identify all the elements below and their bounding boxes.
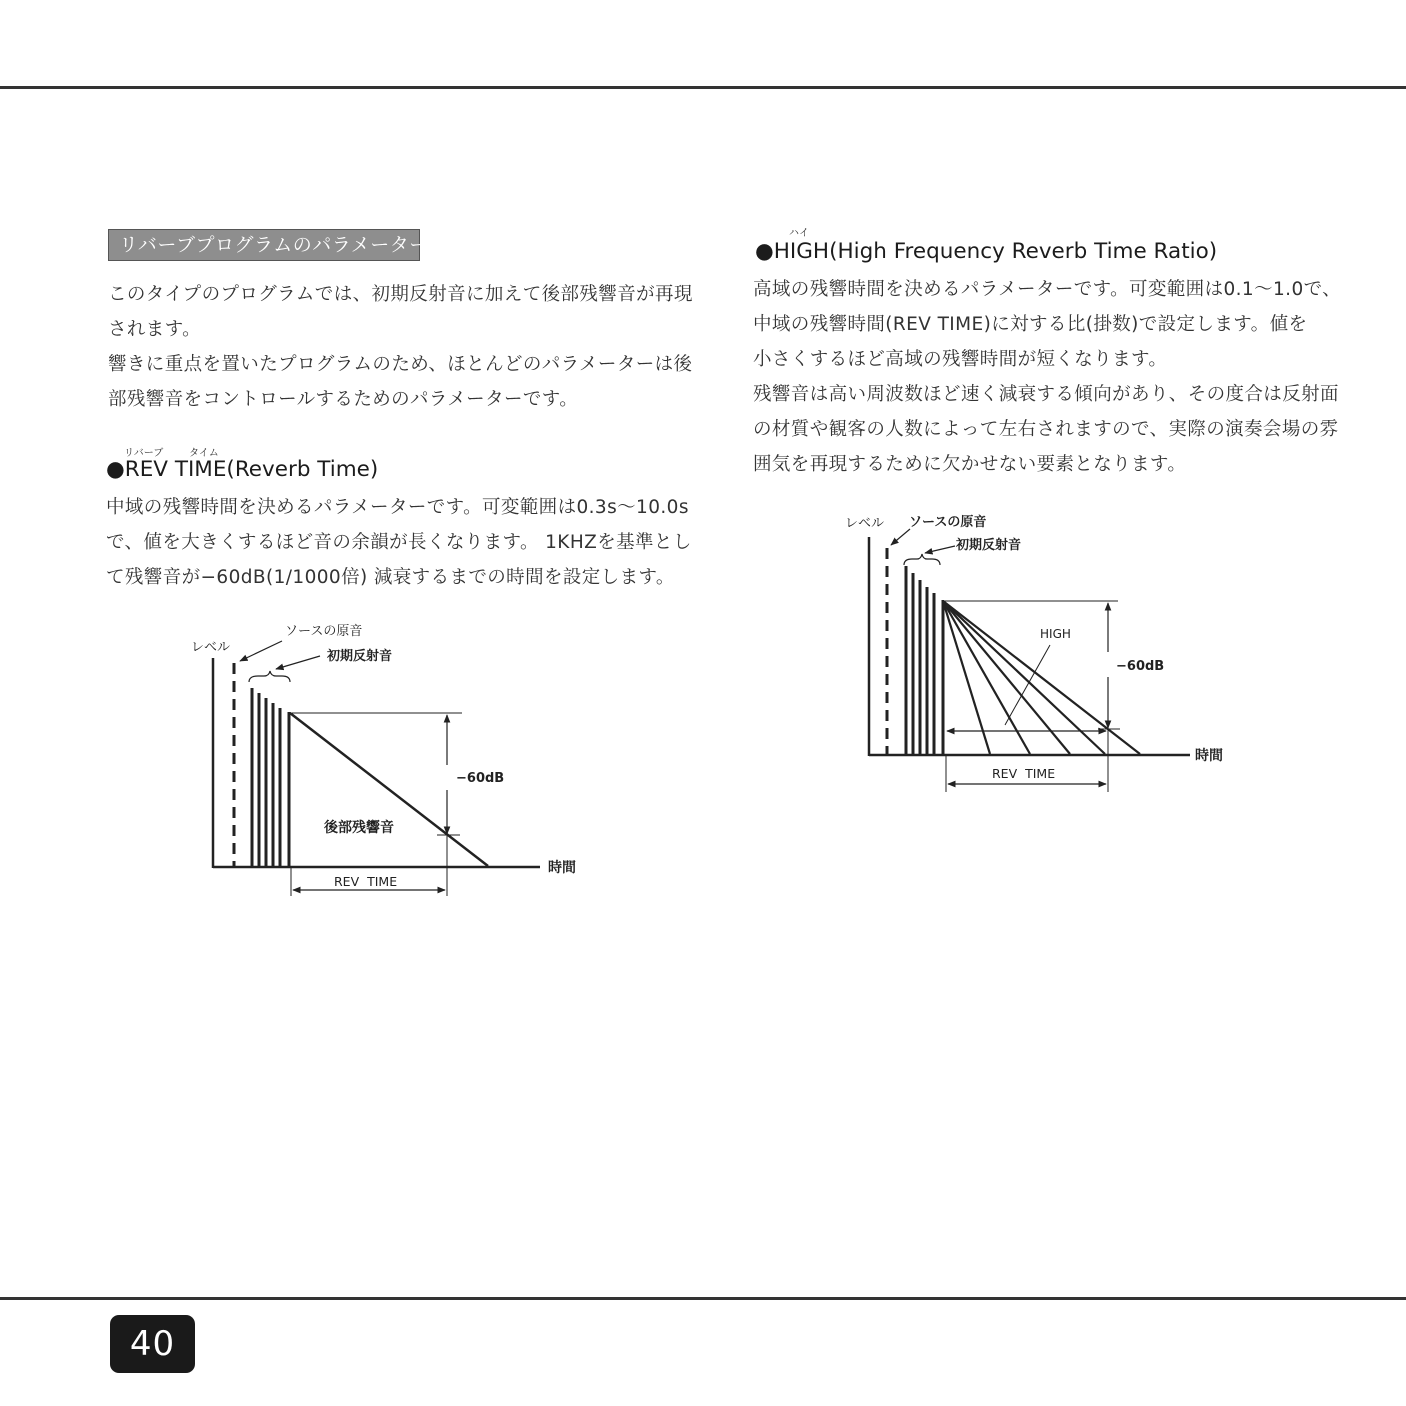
diagram-time-label: 時間: [1195, 748, 1223, 764]
diagram-early-label: 初期反射音: [956, 538, 1022, 553]
page-number: 40: [110, 1315, 195, 1373]
bottom-rule: [0, 1297, 1406, 1300]
diagram-source-label: ソースの原音: [285, 624, 363, 639]
diagram-rev-time-label: REV TIME: [992, 766, 1056, 781]
diagram-tail-label: 後部残響音: [324, 820, 394, 836]
diagram-level-label: レベル: [845, 516, 885, 531]
high-line: 囲気を再現するために欠かせない要素となります。: [753, 454, 1187, 475]
high-ruby: ハイ: [789, 228, 809, 239]
high-line: 中域の残響時間(REV TIME)に対する比(掛数)で設定します。値を: [753, 314, 1308, 335]
diagram-db-label: −60dB: [456, 771, 505, 786]
intro-line: 響きに重点を置いたプログラムのため、ほとんどのパラメーターは後: [108, 354, 693, 375]
high-line: 高域の残響時間を決めるパラメーターです。可変範囲は0.1〜1.0で、: [753, 279, 1342, 300]
diagram-time-label: 時間: [548, 860, 576, 876]
high-heading: ●HIGH(High Frequency Reverb Time Ratio): [755, 239, 1218, 264]
intro-line: されます。: [108, 319, 202, 340]
high-line: の材質や観客の人数によって左右されますので、実際の演奏会場の雰: [753, 419, 1339, 440]
rev-ruby: リバーブ: [124, 448, 164, 459]
rev-time-line: 中域の残響時間を決めるパラメーターです。可変範囲は0.3s〜10.0s: [106, 497, 689, 518]
rev-time-line: て残響音が−60dB(1/1000倍) 減衰するまでの時間を設定します。: [106, 567, 675, 588]
diagram-rev-time-label: REV TIME: [334, 874, 398, 889]
diagram-high-label: HIGH: [1040, 627, 1071, 641]
diagram-source-label: ソースの原音: [909, 515, 987, 530]
rev-time-line: で、値を大きくするほど音の余韻が長くなります。 1KHZを基準とし: [106, 532, 692, 553]
diagram-level-label: レベル: [191, 640, 231, 655]
diagram-early-label: 初期反射音: [327, 649, 393, 664]
rev-time-heading: ●REV TIME(Reverb Time): [106, 457, 379, 482]
section-title: リバーブプログラムのパラメーター: [108, 229, 420, 261]
intro-line: 部残響音をコントロールするためのパラメーターです。: [108, 389, 579, 410]
intro-line: このタイプのプログラムでは、初期反射音に加えて後部残響音が再現: [108, 284, 693, 305]
diagram-db-label: −60dB: [1116, 659, 1165, 674]
time-ruby: タイム: [189, 448, 219, 459]
high-line: 残響音は高い周波数ほど速く減衰する傾向があり、その度合は反射面: [753, 384, 1339, 405]
high-line: 小さくするほど高域の残響時間が短くなります。: [753, 349, 1168, 370]
